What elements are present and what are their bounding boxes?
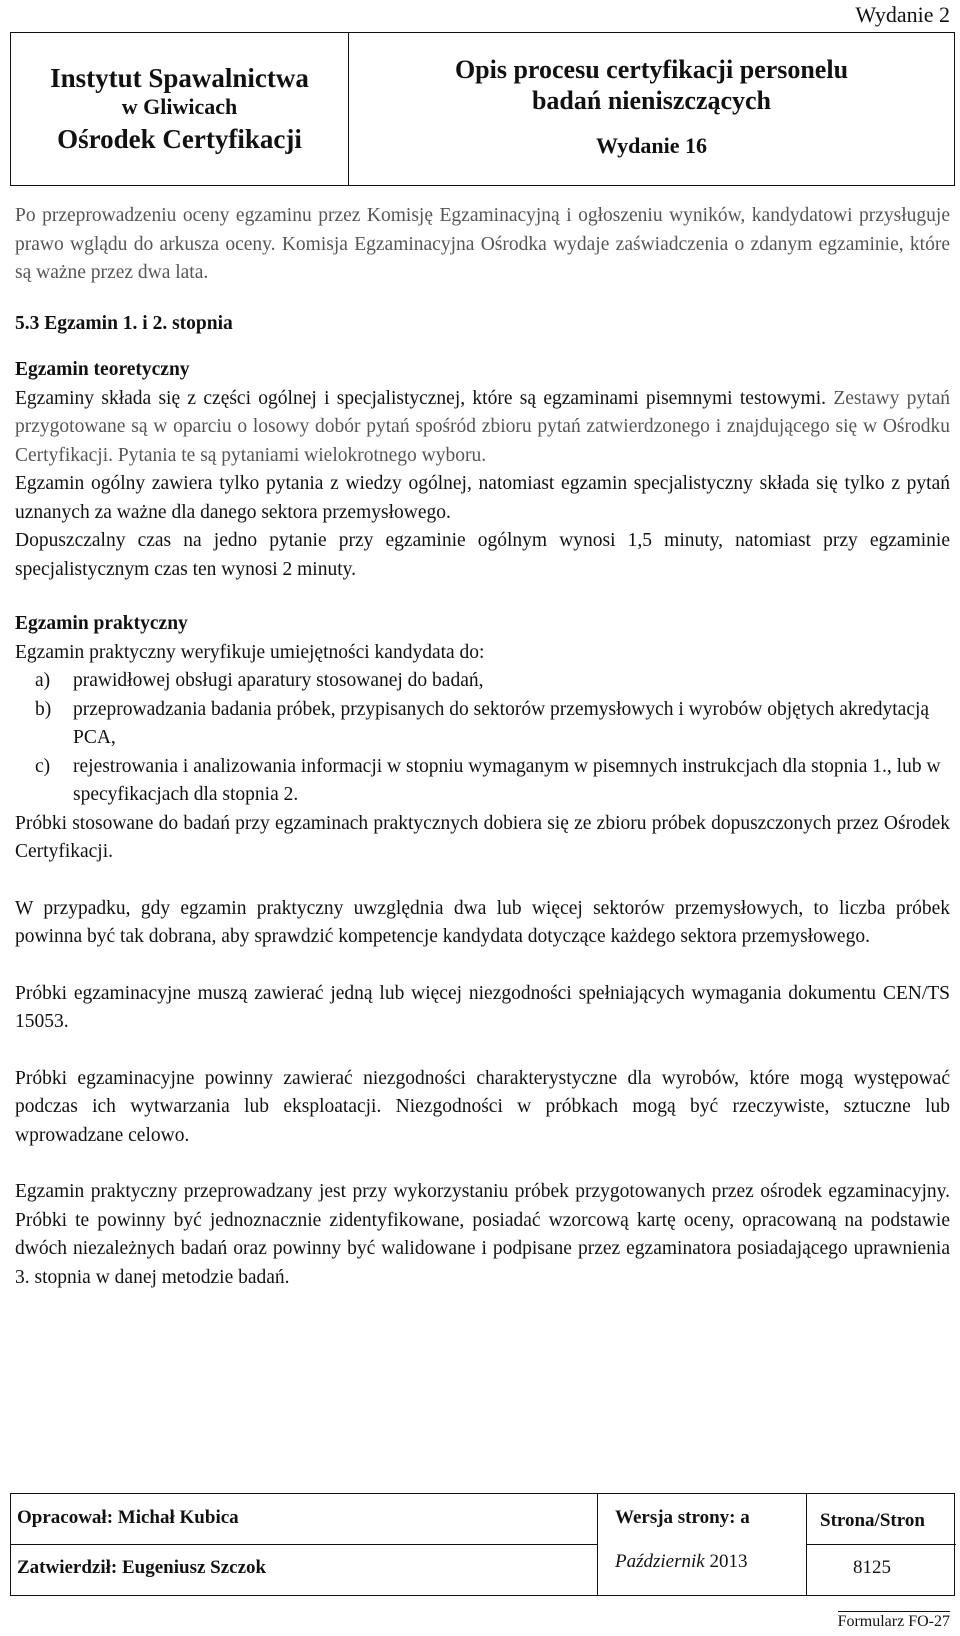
theory-paragraph-3: Dopuszczalny czas na jedno pytanie przy egzaminie ogólnym wynosi 1,5 minuty, natomiast przy egzaminie specjalistycznym czas ten wynosi 2 minuty. — [15, 530, 950, 580]
theory-paragraph-2: Egzamin ogólny zawiera tylko pytania z wiedzy ogólnej, natomiast egzamin specjalistyczny składa się tylko z pytań uznanych za ważne dla danego sektora przemysłowego. — [15, 473, 950, 523]
revision-date — [615, 1551, 747, 1573]
intro-text-part1: Po przeprowadzeniu oceny egzaminu przez Komisję Egzaminacyjną i ogłoszeniu wyników, kandydatowi przysługuje prawo wglądu do arkusza oceny. — [15, 205, 950, 255]
typical-nonconformity-paragraph: Próbki egzaminacyjne powinny zawierać niezgodności charakterystyczne dla wyrobów, które mogą występować podczas ich wytwarzania lub eksploatacji. Niezgodności w próbkach mogą być rzeczywiste, sztuczne lub wprowadzane celowo. — [15, 1067, 950, 1146]
revision-month: Październik — [615, 1551, 705, 1572]
list-item-text: przeprowadzania badania próbek, przypisanych do sektorów przemysłowych i wyrobów objętych akredytacją PCA, — [73, 698, 930, 748]
list-item-text: rejestrowania i analizowania informacji w stopniu wymaganym w pisemnych instrukcjach dla stopnia 1., lub w specyfikacjach dla stopnia 2. — [73, 755, 941, 805]
document-edition-label: Wydanie 2 — [855, 2, 950, 27]
document-title-line1: Opis procesu certyfikacji personelu — [454, 55, 849, 84]
document-title-block — [349, 33, 954, 185]
practical-heading: Egzamin praktyczny — [15, 613, 188, 634]
document-header — [10, 32, 955, 186]
list-item-label: b) — [35, 698, 52, 720]
document-title-line2: badań nieniszczących — [531, 86, 772, 115]
list-item-text: prawidłowej obsługi aparatury stosowanej do badań, — [73, 670, 484, 691]
list-item — [35, 667, 950, 696]
list-item — [35, 696, 950, 753]
form-number: Formularz FO-27 — [837, 1613, 950, 1630]
approved-by: Zatwierdził: Eugeniusz Szczok — [17, 1557, 267, 1578]
revision-year: 2013 — [709, 1551, 748, 1572]
document-footer — [10, 1493, 955, 1596]
list-item-label: c) — [35, 755, 51, 777]
sectors-paragraph: W przypadku, gdy egzamin praktyczny uwzględnia dwa lub więcej sektorów przemysłowych, to liczba próbek powinna być tak dobrana, aby sprawdzić kompetencje kandydata dotyczące każdego sektora przemysłowego. — [15, 897, 950, 947]
list-item — [35, 753, 950, 810]
page-version: Wersja strony: a — [615, 1507, 750, 1528]
theory-text-1a: Egzaminy składa się z części ogólnej i specjalistycznej, które są egzaminami pisemnymi testowymi. — [15, 387, 827, 409]
intro-paragraph — [15, 202, 950, 288]
document-edition: Wydanie 16 — [595, 133, 708, 158]
organization-location: w Gliwicach — [121, 94, 238, 119]
samples-paragraph: Próbki stosowane do badań przy egzaminach praktycznych dobiera się ze zbioru próbek dopuszczonych przez Ośrodek Certyfikacji. — [15, 812, 950, 862]
organization-name: Instytut Spawalnictwa — [50, 63, 309, 93]
document-body — [15, 202, 950, 1292]
page-label: Strona/Stron — [820, 1510, 925, 1531]
list-item-label: a) — [35, 670, 51, 691]
prepared-by: Opracował: Michał Kubica — [17, 1507, 239, 1528]
intro-text-part2: Komisja Egzaminacyjna Ośrodka wydaje zaświadczenia o zdanym egzaminie, które są ważne przez dwa lata. — [15, 233, 950, 283]
section-heading: 5.3 Egzamin 1. i 2. stopnia — [15, 312, 233, 334]
theory-paragraph-1 — [15, 385, 950, 471]
organization-block — [11, 33, 349, 185]
theory-text-1b: Zestawy pytań przygotowane są w oparciu o losowy dobór pytań spośród zbioru pytań zatwierdzonego i znajdującego się w Ośrodku Certyfikacji. Pytania te są pytaniami wielokrotnego wyboru. — [15, 387, 951, 466]
practical-skills-list — [15, 667, 950, 810]
theory-heading: Egzamin teoretyczny — [15, 359, 190, 380]
page-number: 8125 — [853, 1557, 891, 1578]
practical-intro: Egzamin praktyczny weryfikuje umiejętności kandydata do: — [15, 641, 485, 663]
prepared-samples-paragraph: Egzamin praktyczny przeprowadzany jest przy wykorzystaniu próbek przygotowanych przez ośrodek egzaminacyjny. Próbki te powinny być jednoznacznie zidentyfikowane, posiadać wzorcową kartę oceny, opracowaną na podstawie dwóch niezależnych badań oraz powinny być walidowane i podpisane przez egzaminatora posiadającego uprawnienia 3. stopnia w danej metodzie badań. — [15, 1181, 950, 1288]
nonconformity-paragraph: Próbki egzaminacyjne muszą zawierać jedną lub więcej niezgodności spełniających wymagania dokumentu CEN/TS 15053. — [15, 982, 950, 1032]
organization-unit: Ośrodek Certyfikacji — [57, 124, 302, 154]
